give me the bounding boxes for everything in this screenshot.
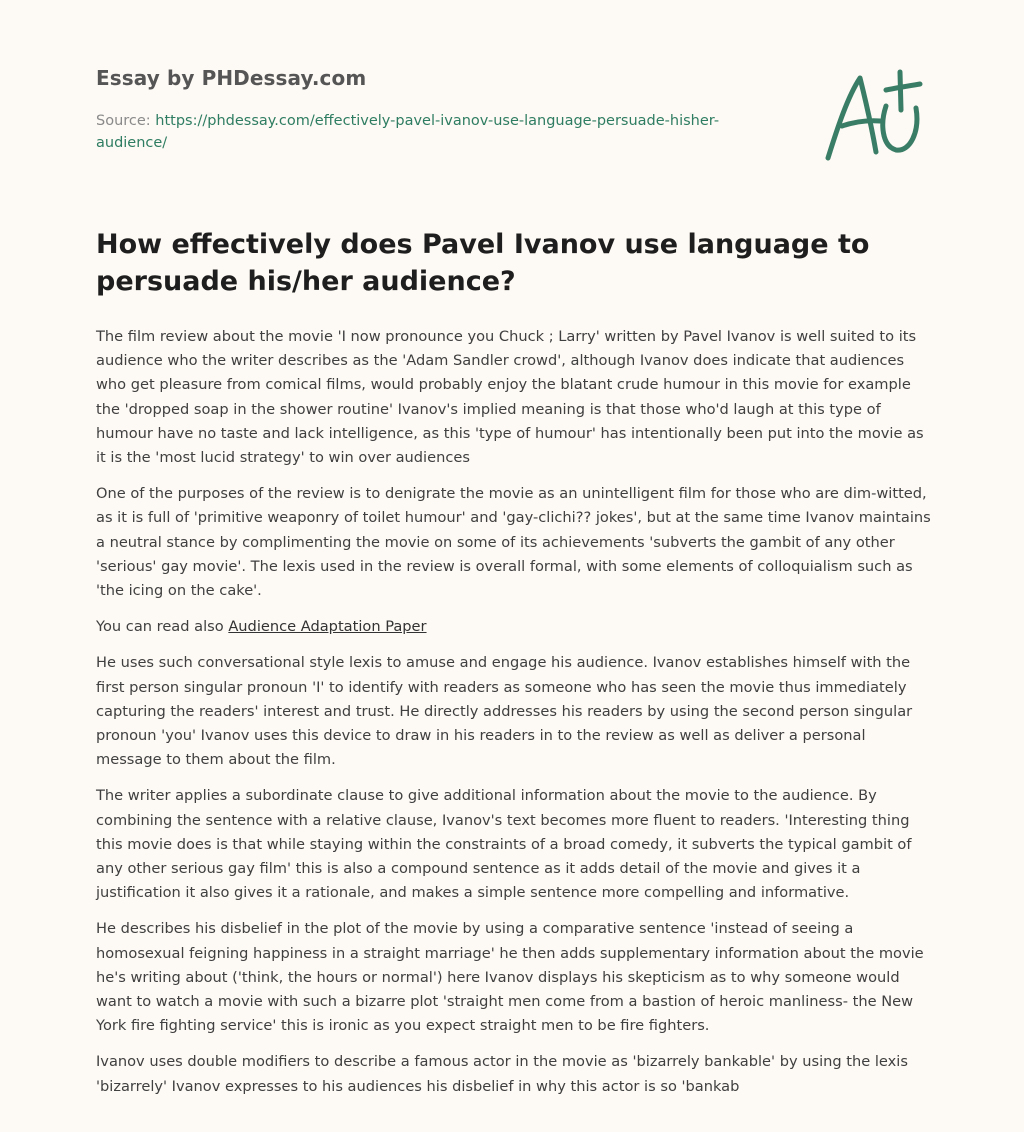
read-also-link[interactable]: Audience Adaptation Paper (228, 618, 427, 636)
read-also-prefix: You can read also (96, 618, 229, 636)
paragraph: The film review about the movie 'I now pronounce you Chuck ; Larry' written by Pavel Ivanov is well suited to its audience who the writer describes as the 'Adam Sandler crowd', although Ivanov does indicate that audiences who get pleasure from comical films, would probably enjoy the blatant crude humour in this movie for example the 'dropped soap in the shower routine' Ivanov's implied meaning is that those who'd laugh at this type of humour have no taste and lack intelligence, as this 'type of humour' has intentionally been put into the movie as it is the 'most lucid strategy' to win over audiences (96, 328, 924, 467)
source-line (96, 110, 756, 154)
essay-body (96, 325, 932, 1111)
a-plus-logo (820, 66, 930, 166)
paragraph: He describes his disbelief in the plot of the movie by using a comparative sentence 'instead of seeing a homosexual feigning happiness in a straight marriage' he then adds supplementary information about the movie he's writing about ('think, the hours or normal') here Ivanov displays his skepticism as to why someone would want to watch a movie with such a bizarre plot 'straight men come from a bastion of heroic manliness- the New York fire fighting service' this is ironic as you expect straight men to be fire fighters. (96, 920, 924, 1035)
source-link[interactable]: https://phdessay.com/effectively-pavel-ivanov-use-language-persuade-hisher-audience/ (96, 113, 720, 151)
essay-title: How effectively does Pavel Ivanov use language to persuade his/her audience? (96, 229, 870, 297)
site-brand: Essay by PHDessay.com (96, 66, 367, 90)
paragraph: The writer applies a subordinate clause to give additional information about the movie to the audience. By combining the sentence with a relative clause, Ivanov's text becomes more fluent to readers. 'Interesting thing this movie does is that while staying within the constraints of a broad comedy, it subverts the typical gambit of any other serious gay film' this is also a compound sentence as it adds detail of the movie and gives it a justification it also gives it a rationale, and makes a simple sentence more compelling and informative. (96, 787, 912, 902)
read-also-line (96, 615, 932, 639)
paragraph: One of the purposes of the review is to denigrate the movie as an unintelligent film for those who are dim-witted, as it is full of 'primitive weaponry of toilet humour' and 'gay-clichi?? jokes', but at the same time Ivanov maintains a neutral stance by complimenting the movie on some of its achievements 'subverts the gambit of any other 'serious' gay movie'. The lexis used in the review is overall formal, with some elements of colloquialism such as 'the icing on the cake'. (96, 485, 931, 600)
paragraph: Ivanov uses double modifiers to describe a famous actor in the movie as 'bizarrely bankable' by using the lexis 'bizarrely' Ivanov expresses to his audiences his disbelief in why this actor is so 'bankab (96, 1053, 908, 1095)
paragraph: He uses such conversational style lexis to amuse and engage his audience. Ivanov establishes himself with the first person singular pronoun 'I' to identify with readers as someone who has seen the movie thus immediately capturing the readers' interest and trust. He directly addresses his readers by using the second person singular pronoun 'you' Ivanov uses this device to draw in his readers in to the review as well as deliver a personal message to them about the film. (96, 654, 913, 769)
source-label: Source: (96, 113, 156, 129)
